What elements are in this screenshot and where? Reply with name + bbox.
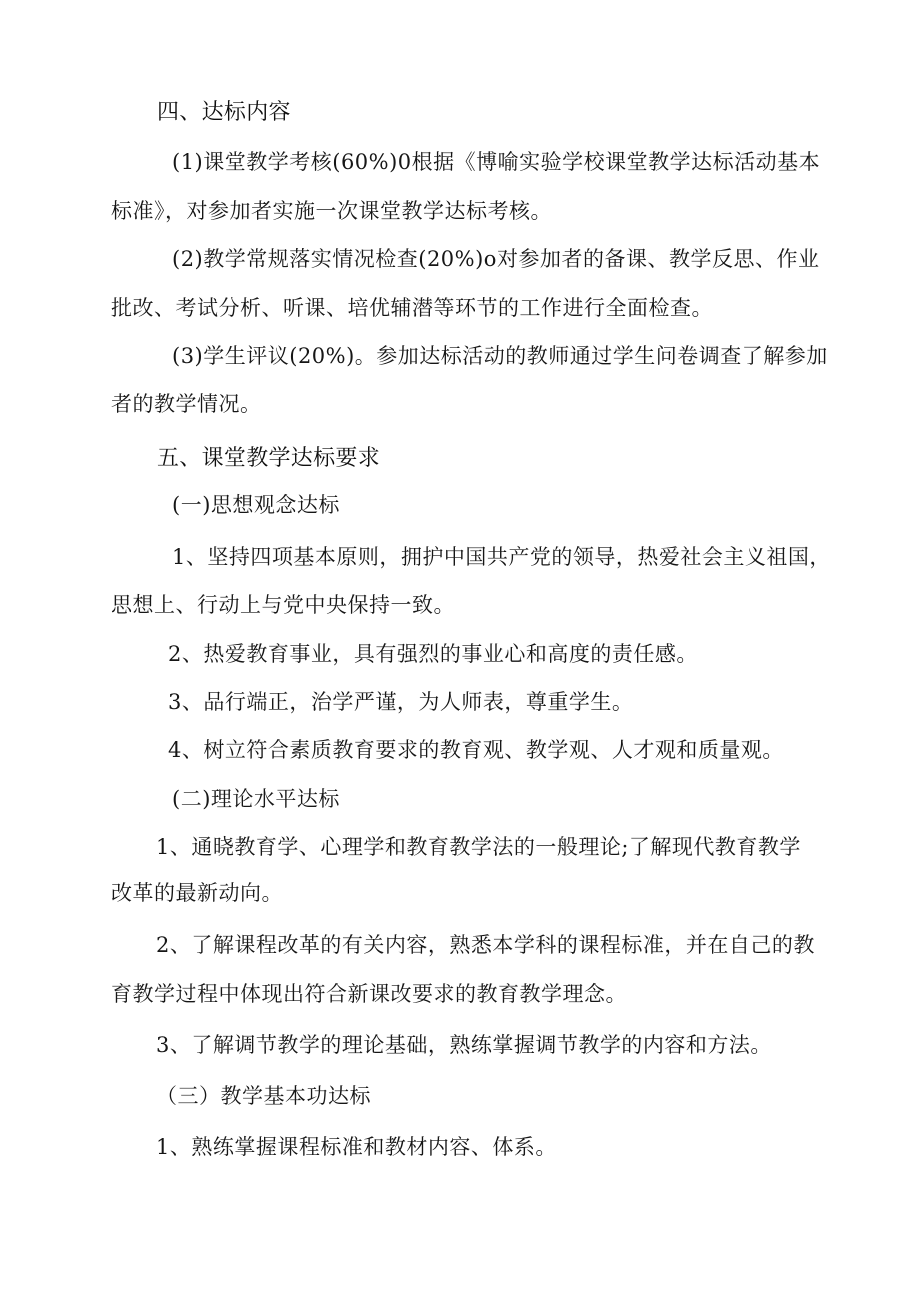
- section-4-item-1-line-2: 标准》，对参加者实施一次课堂教学达标考核。: [111, 199, 552, 223]
- subsection-1-item-1-line-2: 思想上、行动上与党中央保持一致。: [111, 593, 455, 617]
- subsection-1-item-2: 2、热爱教育事业，具有强烈的事业心和高度的责任感。: [168, 642, 698, 666]
- subsection-1-heading: (一)思想观念达标: [172, 493, 340, 517]
- section-5-heading: 五、课堂教学达标要求: [157, 446, 381, 471]
- subsection-2-item-2-line-2: 育教学过程中体现出符合新课改要求的教育教学理念。: [111, 982, 627, 1006]
- subsection-3-heading: （三）教学基本功达标: [156, 1084, 371, 1108]
- subsection-2-heading: (二)理论水平达标: [172, 787, 340, 811]
- section-4-item-3-line-1: (3)学生评议(20%)。参加达标活动的教师通过学生问卷调查了解参加: [172, 344, 828, 368]
- subsection-1-item-1-line-1: 1、坚持四项基本原则，拥护中国共产党的领导，热爱社会主义祖国，: [172, 545, 831, 569]
- subsection-2-item-3: 3、了解调节教学的理论基础，熟练掌握调节教学的内容和方法。: [156, 1033, 772, 1057]
- subsection-1-item-4: 4、树立符合素质教育要求的教育观、教学观、人才观和质量观。: [168, 738, 784, 762]
- subsection-3-item-1: 1、熟练掌握课程标准和教材内容、体系。: [156, 1135, 557, 1159]
- section-4-item-2-line-1: (2)教学常规落实情况检查(20%)o对参加者的备课、教学反思、作业: [172, 247, 820, 271]
- subsection-1-item-3: 3、品行端正，治学严谨，为人师表，尊重学生。: [168, 690, 634, 714]
- section-4-item-3-line-2: 者的教学情况。: [111, 392, 262, 416]
- subsection-2-item-1-line-2: 改革的最新动向。: [111, 881, 283, 905]
- section-4-heading: 四、达标内容: [157, 100, 291, 125]
- subsection-2-item-1-line-1: 1、通晓教育学、心理学和教育教学法的一般理论;了解现代教育教学: [156, 835, 801, 859]
- subsection-2-item-2-line-1: 2、了解课程改革的有关内容，熟悉本学科的课程标准，并在自己的教: [156, 933, 815, 957]
- section-4-item-1-line-1: (1)课堂教学考核(60%)0根据《博喻实验学校课堂教学达标活动基本: [172, 150, 821, 174]
- section-4-item-2-line-2: 批改、考试分析、听课、培优辅潜等环节的工作进行全面检查。: [111, 296, 713, 320]
